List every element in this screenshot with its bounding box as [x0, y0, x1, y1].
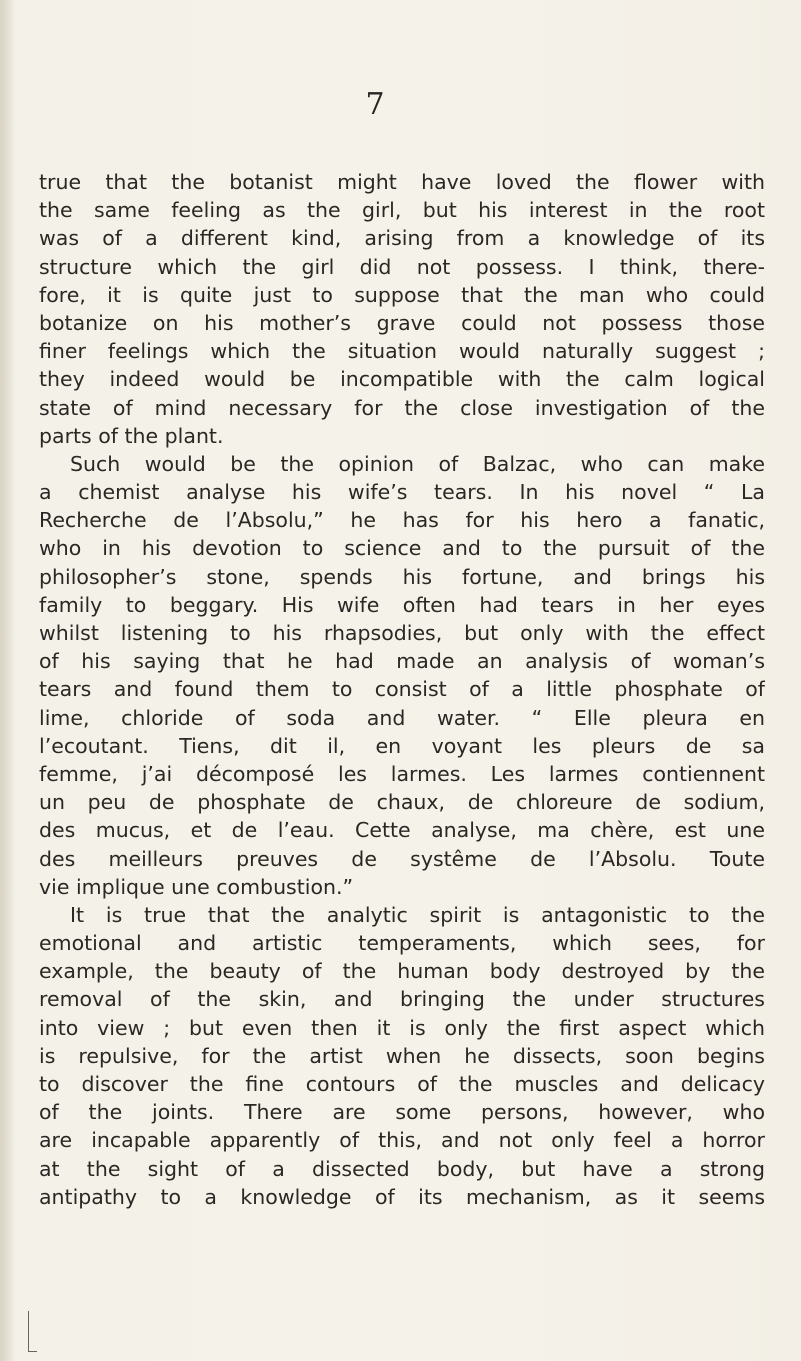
text-line: who in his devotion to science and to the pursuit of the	[39, 536, 765, 561]
text-line: example, the beauty of the human body destroyed by the	[39, 959, 765, 984]
text-line: true that the botanist might have loved the flower with	[39, 170, 765, 194]
text-line: des meilleurs preuves de systême de l’Absolu. Toute	[39, 846, 765, 871]
text-line: removal of the skin, and bringing the under structures	[39, 987, 765, 1012]
page-number: 7	[365, 87, 385, 122]
page-gutter-shadow	[0, 0, 14, 1361]
body-text	[39, 168, 765, 1211]
text-line: emotional and artistic temperaments, which sees, for	[39, 931, 765, 956]
text-line: to discover the fine contours of the muscles and delicacy	[39, 1072, 765, 1096]
text-line: structure which the girl did not possess. I think, there-	[39, 254, 765, 279]
text-line: philosopher’s stone, spends his fortune, and brings his	[39, 564, 765, 589]
text-line: Recherche de l’Absolu,” he has for his hero a fanatic,	[39, 508, 765, 533]
paragraph-start-line: Such would be the opinion of Balzac, who can make	[70, 451, 765, 476]
paragraph-start-line: It is true that the analytic spirit is antagonistic to the	[70, 902, 765, 927]
scan-corner-mark	[28, 1311, 37, 1352]
text-line: the same feeling as the girl, but his interest in the root	[39, 198, 765, 223]
text-line: state of mind necessary for the close investigation of the	[39, 395, 765, 420]
text-line: antipathy to a knowledge of its mechanism, as it seems	[39, 1184, 765, 1209]
text-line: of his saying that he had made an analysis of woman’s	[39, 649, 765, 674]
text-line: are incapable apparently of this, and not only feel a horror	[39, 1128, 765, 1153]
text-line: into view ; but even then it is only the first aspect which	[39, 1015, 765, 1040]
text-line: of the joints. There are some persons, however, who	[39, 1100, 765, 1125]
text-line: family to beggary. His wife often had tears in her eyes	[39, 592, 765, 617]
text-line: lime, chloride of soda and water. “ Elle pleura en	[39, 705, 765, 730]
text-line: they indeed would be incompatible with the calm logical	[39, 367, 765, 392]
text-line: was of a different kind, arising from a knowledge of its	[39, 226, 765, 251]
text-line: is repulsive, for the artist when he dissects, soon begins	[39, 1043, 765, 1068]
text-line: femme, j’ai décomposé les larmes. Les larmes contiennent	[39, 761, 765, 786]
text-line: at the sight of a dissected body, but have a strong	[39, 1156, 765, 1181]
text-line: parts of the plant.	[39, 423, 224, 448]
text-line: vie implique une combustion.”	[39, 874, 354, 899]
text-line: botanize on his mother’s grave could not possess those	[39, 310, 765, 335]
text-line: finer feelings which the situation would naturally suggest ;	[39, 339, 765, 364]
text-line: a chemist analyse his wife’s tears. In his novel “ La	[39, 480, 765, 505]
text-line: l’ecoutant. Tiens, dit il, en voyant les pleurs de sa	[39, 733, 765, 758]
text-line: un peu de phosphate de chaux, de chloreure de sodium,	[39, 790, 765, 815]
text-line: fore, it is quite just to suppose that the man who could	[39, 282, 765, 307]
text-line: tears and found them to consist of a little phosphate of	[39, 677, 765, 702]
text-line: des mucus, et de l’eau. Cette analyse, ma chère, est une	[39, 818, 765, 843]
text-line: whilst listening to his rhapsodies, but only with the effect	[39, 621, 765, 645]
